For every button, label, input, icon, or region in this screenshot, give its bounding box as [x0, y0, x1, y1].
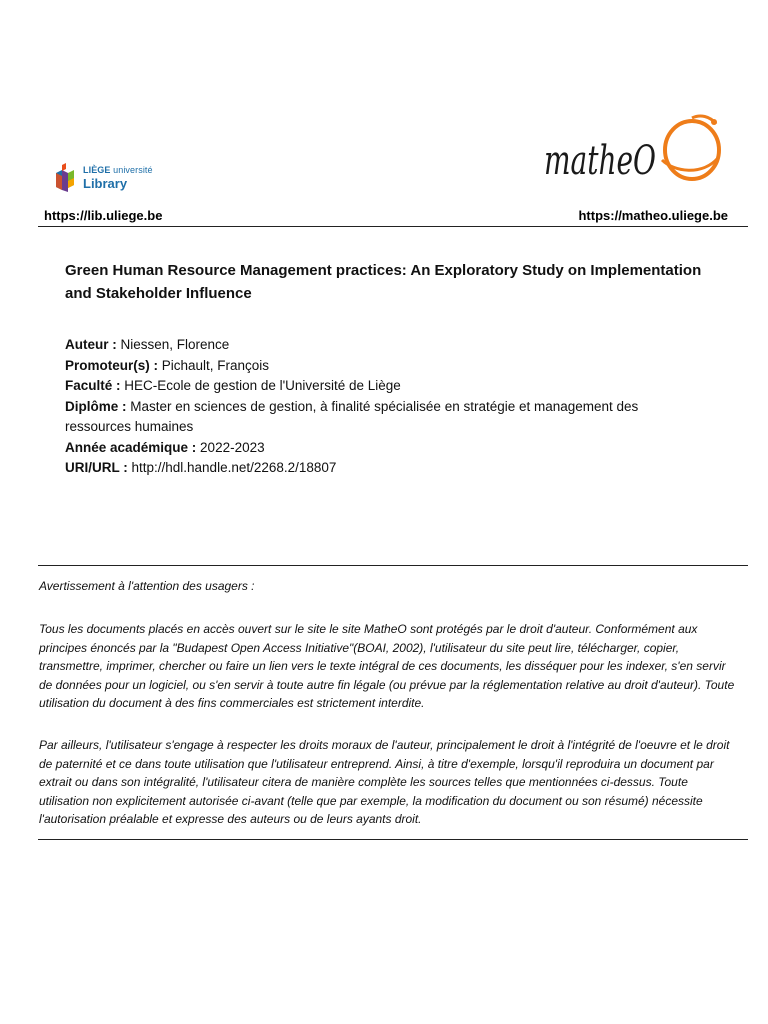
uliege-library-link[interactable]: https://lib.uliege.be	[44, 208, 163, 223]
document-title: Green Human Resource Management practices: An Exploratory Study on Implementation and Stakeholder Influence	[65, 262, 702, 302]
meta-academic-year: Année académique : 2022-2023	[65, 439, 265, 455]
meta-promoter: Promoteur(s) : Pichault, François	[65, 357, 270, 373]
document-metadata	[65, 335, 705, 479]
uliege-logo-line2: Library	[83, 176, 128, 191]
matheo-link[interactable]: https://matheo.uliege.be	[578, 208, 728, 223]
meta-uri: URI/URL : http://hdl.handle.net/2268.2/18807	[65, 460, 337, 475]
matheo-logo-text: matheO	[544, 138, 656, 184]
notice-top-divider	[38, 565, 748, 566]
notice-paragraph-1: Tous les documents placés en accès ouvert sur le site le site MatheO sont protégés par le droit d'auteur. Conformément aux principes énoncés par la "Budapest Open Access Initiative"(BOAI, 2002), l'utilisateur du site peut lire, télécharger, copier, transmettre, imprimer, chercher ou faire un lien vers le texte intégral de ces documents, les disséquer pour les indexer, s'en servir de données pour un logiciel, ou s'en servir à toute autre fin légale (ou prévue par la réglementation relative au droit d'auteur). Toute utilisation du document à des fins commerciales est strictement interdite.	[39, 622, 735, 710]
notice-paragraph-2: Par ailleurs, l'utilisateur s'engage à respecter les droits moraux de l'auteur, principalement le droit à l'intégrité de l'oeuvre et le droit de paternité et ce dans toute utilisation que l'utilisateur entreprend. Ainsi, à titre d'exemple, lorsqu'il reproduira un document par extrait ou dans son intégralité, l'utilisateur citera de manière complète les sources telles que mentionnées ci-dessus. Toute utilisation non explicitement autorisée ci-avant (telle que par exemple, la modification du document ou son résumé) nécessite l'autorisation préalable et expresse des auteurs ou de leurs ayants droit.	[39, 738, 730, 826]
meta-author: Auteur : Niessen, Florence	[65, 337, 230, 352]
matheo-logo	[542, 112, 726, 192]
handle-link[interactable]: http://hdl.handle.net/2268.2/18807	[127, 460, 337, 475]
notice-bottom-divider	[38, 839, 748, 840]
meta-degree: Diplôme : Master en sciences de gestion, à finalité spécialisée en stratégie et management des ressources humaines	[65, 398, 639, 434]
meta-faculty: Faculté : HEC-Ecole de gestion de l'Université de Liège	[65, 378, 401, 393]
uliege-library-logo	[54, 160, 174, 196]
notice-heading: Avertissement à l'attention des usagers :	[39, 579, 255, 593]
uliege-logo-line1: LIÈGE université	[83, 165, 153, 175]
uliege-logo-mark-icon	[54, 163, 78, 193]
header-divider	[38, 226, 748, 227]
